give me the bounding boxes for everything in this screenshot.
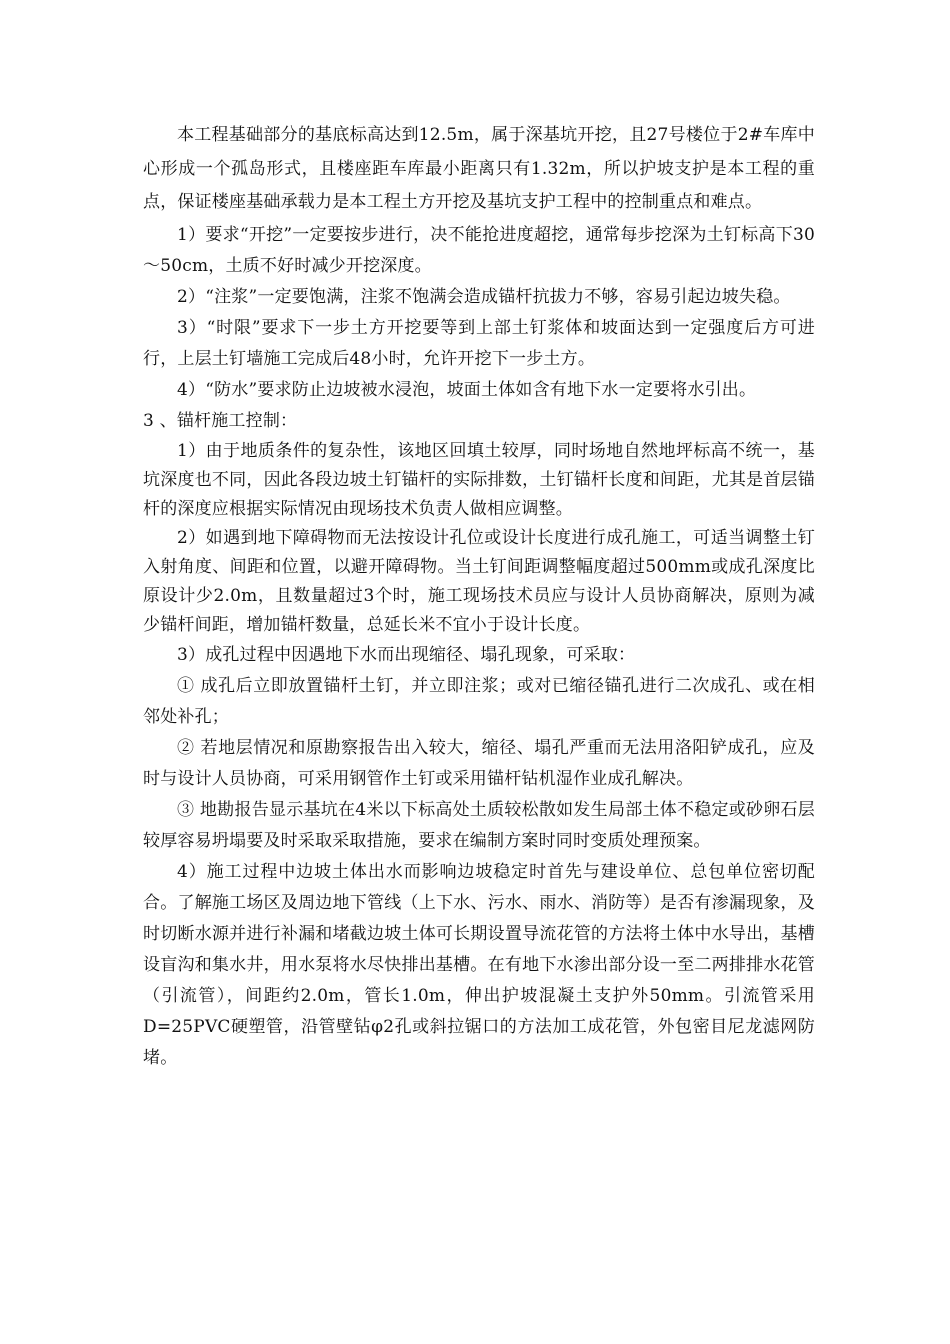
waterproof-requirement: 4）“防水”要求防止边坡被水浸泡，坡面土体如含有地下水一定要将水引出。 bbox=[177, 379, 757, 400]
anchor-item-1: 1）由于地质条件的复杂性，该地区回填土较厚，同时场地自然地坪标高不统一，基坑深度也不同，因此各段边坡土钉锚杆的实际排数，土钉锚杆长度和间距，尤其是首层锚杆的深度应根据实际情况由现场技术负责人做相应调整。 bbox=[143, 440, 815, 519]
anchor-subitem-circled-1: ① 成孔后立即放置锚杆土钉，并立即注浆；或对已缩径锚孔进行二次成孔、或在相邻处补孔； bbox=[143, 675, 815, 727]
anchor-subitem-circled-3: ③ 地勘报告显示基坑在4米以下标高处土质较松散如发生局部土体不稳定或砂卵石层较厚容易坍塌要及时采取采取措施，要求在编制方案时同时变质处理预案。 bbox=[143, 799, 815, 851]
anchor-subitem-circled-2: ② 若地层情况和原勘察报告出入较大，缩径、塌孔严重而无法用洛阳铲成孔，应及时与设计人员协商，可采用钢管作土钉或采用锚杆钻机湿作业成孔解决。 bbox=[143, 737, 815, 789]
anchor-item-3: 3）成孔过程中因遇地下水而出现缩径、塌孔现象，可采取： bbox=[177, 644, 636, 665]
intro-paragraph: 本工程基础部分的基底标高达到12.5m，属于深基坑开挖，且27号楼位于2#车库中心形成一个孤岛形式，且楼座距车库最小距离只有1.32m，所以护坡支护是本工程的重点，保证楼座基础承载力是本工程土方开挖及基坑支护工程中的控制重点和难点。 bbox=[143, 125, 815, 212]
section-heading-anchor-control: 3 、锚杆施工控制： bbox=[143, 410, 298, 431]
anchor-item-2: 2）如遇到地下障碍物而无法按设计孔位或设计长度进行成孔施工，可适当调整土钉入射角度、间距和位置，以避开障碍物。当土钉间距调整幅度超过500mm或成孔深度比原设计少2.0m，且数量超过3个时，施工现场技术员应与设计人员协商解决，原则为减少锚杆间距，增加锚杆数量，总延长米不宜小于设计长度。 bbox=[143, 527, 815, 635]
grouting-requirement: 2）“注浆”一定要饱满，注浆不饱满会造成锚杆抗拔力不够，容易引起边坡失稳。 bbox=[177, 286, 791, 307]
document-page bbox=[143, 119, 815, 1074]
anchor-item-4: 4）施工过程中边坡土体出水而影响边坡稳定时首先与建设单位、总包单位密切配合。了解施工场区及周边地下管线（上下水、污水、雨水、消防等）是否有渗漏现象，及时切断水源并进行补漏和堵截边坡土体可长期设置导流花管的方法将土体中水导出，基槽设盲沟和集水井，用水泵将水尽快排出基槽。在有地下水渗出部分设一至二两排排水花管（引流管），间距约2.0m，管长1.0m，伸出护坡混凝土支护外50mm。引流管采用D=25PVC硬塑管，沿管壁钻φ2孔或斜拉锯口的方法加工成花管，外包密目尼龙滤网防堵。 bbox=[143, 861, 815, 1068]
excavation-requirement: 1）要求“开挖”一定要按步进行，决不能抢进度超挖，通常每步挖深为土钉标高下30～50cm，土质不好时减少开挖深度。 bbox=[143, 224, 815, 276]
time-limit-requirement: 3）“时限”要求下一步土方开挖要等到上部土钉浆体和坡面达到一定强度后方可进行，上层土钉墙施工完成后48小时，允许开挖下一步土方。 bbox=[143, 317, 815, 369]
